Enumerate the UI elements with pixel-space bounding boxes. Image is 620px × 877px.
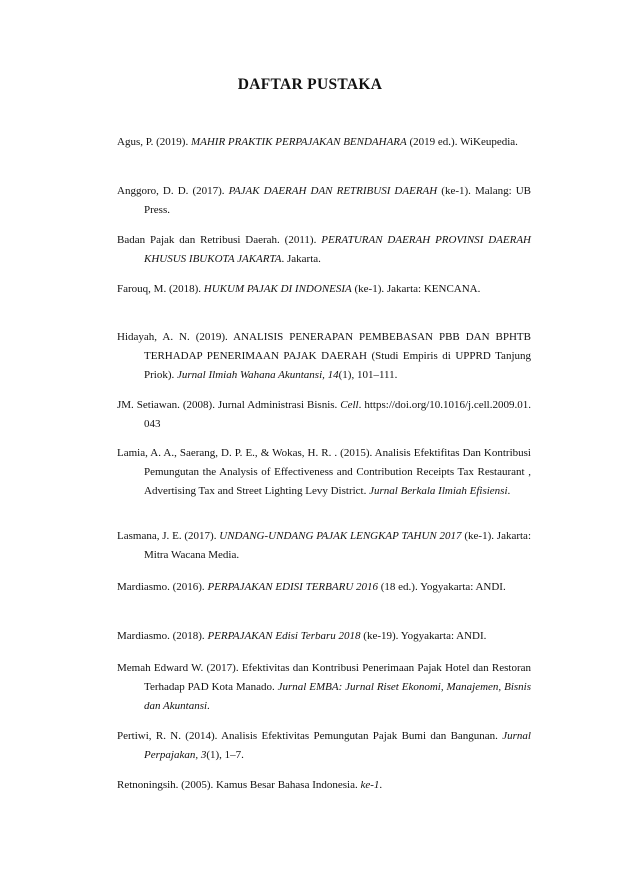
ref-text: Hidayah, A. N. (2019). ANALISIS PENERAPAN PEMBEBASAN PBB DAN BPHTB TERHADAP PENERIMAAN PAJAK DAERAH (Studi Empiris di UPPRD Tanjung Priok). (117, 331, 531, 381)
reference-entry (117, 328, 531, 385)
ref-title: PERPAJAKAN Edisi Terbaru 2018 (207, 630, 361, 642)
ref-text: . (207, 700, 210, 712)
ref-text: Mardiasmo. (2016). (117, 581, 208, 593)
ref-text: (ke-1). Jakarta: Mitra Wacana Media. (144, 530, 531, 561)
reference-entry (117, 182, 531, 220)
ref-text: (1), 1–7. (206, 749, 244, 761)
reference-entry (117, 231, 531, 269)
reference-entry (117, 727, 531, 765)
page-title: DAFTAR PUSTAKA (237, 76, 383, 93)
ref-volume: , 3 (195, 749, 207, 761)
ref-text: Retnoningsih. (2005). Kamus Besar Bahasa Indonesia. (117, 779, 361, 791)
ref-text: JM. Setiawan. (2008). Jurnal Administrasi Bisnis. (117, 399, 341, 411)
ref-text: . (507, 485, 511, 497)
ref-title: Cell (340, 399, 359, 411)
ref-text: (ke-1). Malang: UB Press. (144, 185, 531, 216)
ref-text: Badan Pajak dan Retribusi Daerah. (2011). (117, 234, 322, 246)
ref-title: PERPAJAKAN EDISI TERBARU 2016 (207, 581, 379, 593)
ref-text: (2019 ed.). WiKeupedia. (406, 136, 518, 148)
ref-title: Jurnal Berkala Ilmiah Efisiensi (369, 485, 508, 497)
ref-volume: , 14 (322, 369, 339, 381)
reference-entry (117, 444, 531, 501)
ref-text: (18 ed.). Yogyakarta: ANDI. (378, 581, 506, 593)
reference-entry (117, 280, 531, 299)
ref-title: MAHIR PRAKTIK PERPAJAKAN BENDAHARA (190, 136, 407, 148)
ref-text: . https://doi.org/10.1016/j.cell.2009.01.043 (144, 399, 531, 430)
ref-title: PAJAK DAERAH DAN RETRIBUSI DAERAH (228, 185, 438, 197)
ref-text: Farouq, M. (2018). (117, 283, 204, 295)
ref-text: Mardiasmo. (2018). (117, 630, 208, 642)
reference-entry (117, 578, 531, 597)
reference-entry (117, 776, 531, 795)
ref-text: . Jakarta. (281, 253, 321, 265)
ref-title: ke-1 (360, 779, 380, 791)
ref-title: Jurnal Ilmiah Wahana Akuntansi (177, 369, 323, 381)
ref-text: (ke-19). Yogyakarta: ANDI. (360, 630, 487, 642)
ref-text: (1), 101–111. (338, 369, 398, 381)
reference-entry (117, 133, 531, 152)
reference-entry (117, 659, 531, 716)
ref-text: . (379, 779, 383, 791)
ref-text: Pertiwi, R. N. (2014). Analisis Efektivitas Pemungutan Pajak Bumi dan Bangunan. (117, 730, 503, 742)
ref-title: UNDANG-UNDANG PAJAK LENGKAP TAHUN 2017 (219, 530, 462, 542)
ref-title: HUKUM PAJAK DI INDONESIA (203, 283, 352, 295)
ref-text: (ke-1). Jakarta: KENCANA. (351, 283, 481, 295)
ref-text: Agus, P. (2019). (117, 136, 191, 148)
ref-text: Memah Edward W. (2017). Efektivitas dan Kontribusi Penerimaan Pajak Hotel dan Restoran Terhadap PAD Kota Manado. (117, 662, 531, 693)
reference-entry (117, 527, 531, 565)
ref-title: Jurnal Perpajakan (144, 730, 531, 761)
ref-text: Lasmana, J. E. (2017). (117, 530, 220, 542)
reference-entry (117, 627, 531, 646)
ref-text: Lamia, A. A., Saerang, D. P. E., & Wokas, H. R. . (2015). Analisis Efektifitas Dan Kontribusi Pemungutan the Analysis of Effectiveness and Contribution Receipts Tax Restaurant , Advertising Tax and Street Lighting Levy District. (117, 447, 531, 497)
ref-title: Jurnal EMBA: Jurnal Riset Ekonomi, Manajemen, Bisnis dan Akuntansi (144, 681, 531, 712)
reference-entry (117, 396, 531, 434)
ref-title: PERATURAN DAERAH PROVINSI DAERAH KHUSUS IBUKOTA JAKARTA (144, 234, 531, 265)
ref-text: Anggoro, D. D. (2017). (117, 185, 229, 197)
